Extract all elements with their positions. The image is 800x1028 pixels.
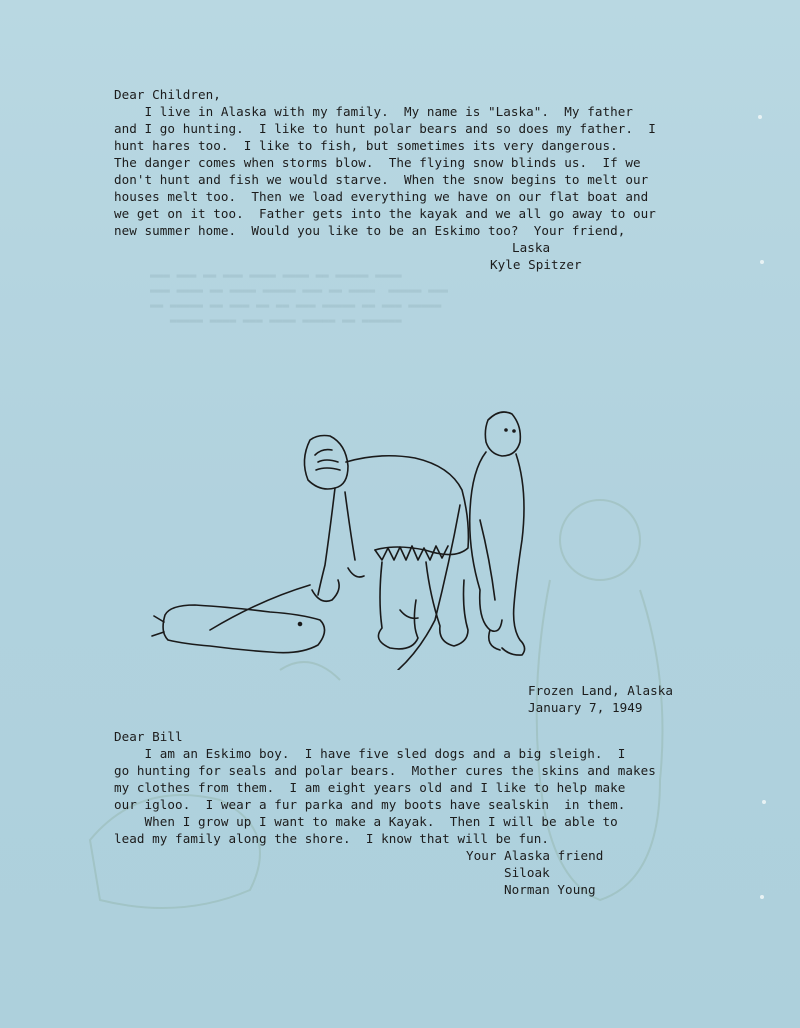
- letter1-line: I live in Alaska with my family. My name is "Laska". My father: [114, 104, 633, 119]
- bleed-through-text: ▬▬▬ ▬▬▬ ▬▬ ▬▬▬ ▬▬▬▬ ▬▬▬▬ ▬▬ ▬▬▬▬▬ ▬▬▬▬ ▬▬▬ ▬▬▬▬ ▬▬ ▬▬▬▬ ▬▬▬▬▬ ▬▬▬ ▬▬ ▬▬▬▬ ▬▬▬▬▬ ▬▬▬ ▬▬ ▬▬▬▬▬ ▬▬ ▬▬▬ ▬▬ ▬▬ ▬▬▬ ▬▬▬▬▬ ▬▬ ▬▬▬ ▬▬▬▬▬ ▬▬▬▬▬ ▬▬▬▬ ▬▬▬ ▬▬▬▬ ▬▬▬▬▬ ▬▬ ▬▬▬▬▬▬: [150, 269, 449, 327]
- letter2-place: Frozen Land, Alaska: [528, 683, 674, 698]
- letter1-signature-author: Kyle Spitzer: [490, 257, 582, 272]
- letter1-greeting: Dear Children,: [114, 87, 221, 102]
- letter1-signature-name: Laska: [512, 240, 551, 255]
- letter1-line: and I go hunting. I like to hunt polar bears and so does my father. I: [114, 121, 656, 136]
- eskimo-children-with-seal-drawing: [150, 400, 530, 670]
- paper-mark: [760, 260, 764, 264]
- letter1-line: don't hunt and fish we would starve. When the snow begins to melt our: [114, 172, 649, 187]
- letter2-greeting: Dear Bill: [114, 729, 183, 744]
- paper-mark: [758, 115, 762, 119]
- letter2-line: my clothes from them. I am eight years old and I like to help make: [114, 780, 626, 795]
- letter2-line: I am an Eskimo boy. I have five sled dogs and a big sleigh. I: [114, 746, 626, 761]
- paper-mark: [760, 895, 764, 899]
- letter1-line: new summer home. Would you like to be an Eskimo too? Your friend,: [114, 223, 626, 238]
- letter1-line: The danger comes when storms blow. The flying snow blinds us. If we: [114, 155, 641, 170]
- paper-mark: [762, 800, 766, 804]
- letter2-signature-author: Norman Young: [504, 882, 596, 897]
- letter2-line: our igloo. I wear a fur parka and my boots have sealskin in them.: [114, 797, 626, 812]
- letter2-line: lead my family along the shore. I know that will be fun.: [114, 831, 550, 846]
- letter2-date: January 7, 1949: [528, 700, 643, 715]
- letter2-closing: Your Alaska friend: [466, 848, 604, 863]
- letter1-line: houses melt too. Then we load everything we have on our flat boat and: [114, 189, 649, 204]
- letter2-line: go hunting for seals and polar bears. Mother cures the skins and makes: [114, 763, 656, 778]
- letter1-line: hunt hares too. I like to fish, but sometimes its very dangerous.: [114, 138, 618, 153]
- letter2-line: When I grow up I want to make a Kayak. Then I will be able to: [114, 814, 618, 829]
- letter1-line: we get on it too. Father gets into the kayak and we all go away to our: [114, 206, 656, 221]
- letter2-signature-name: Siloak: [504, 865, 550, 880]
